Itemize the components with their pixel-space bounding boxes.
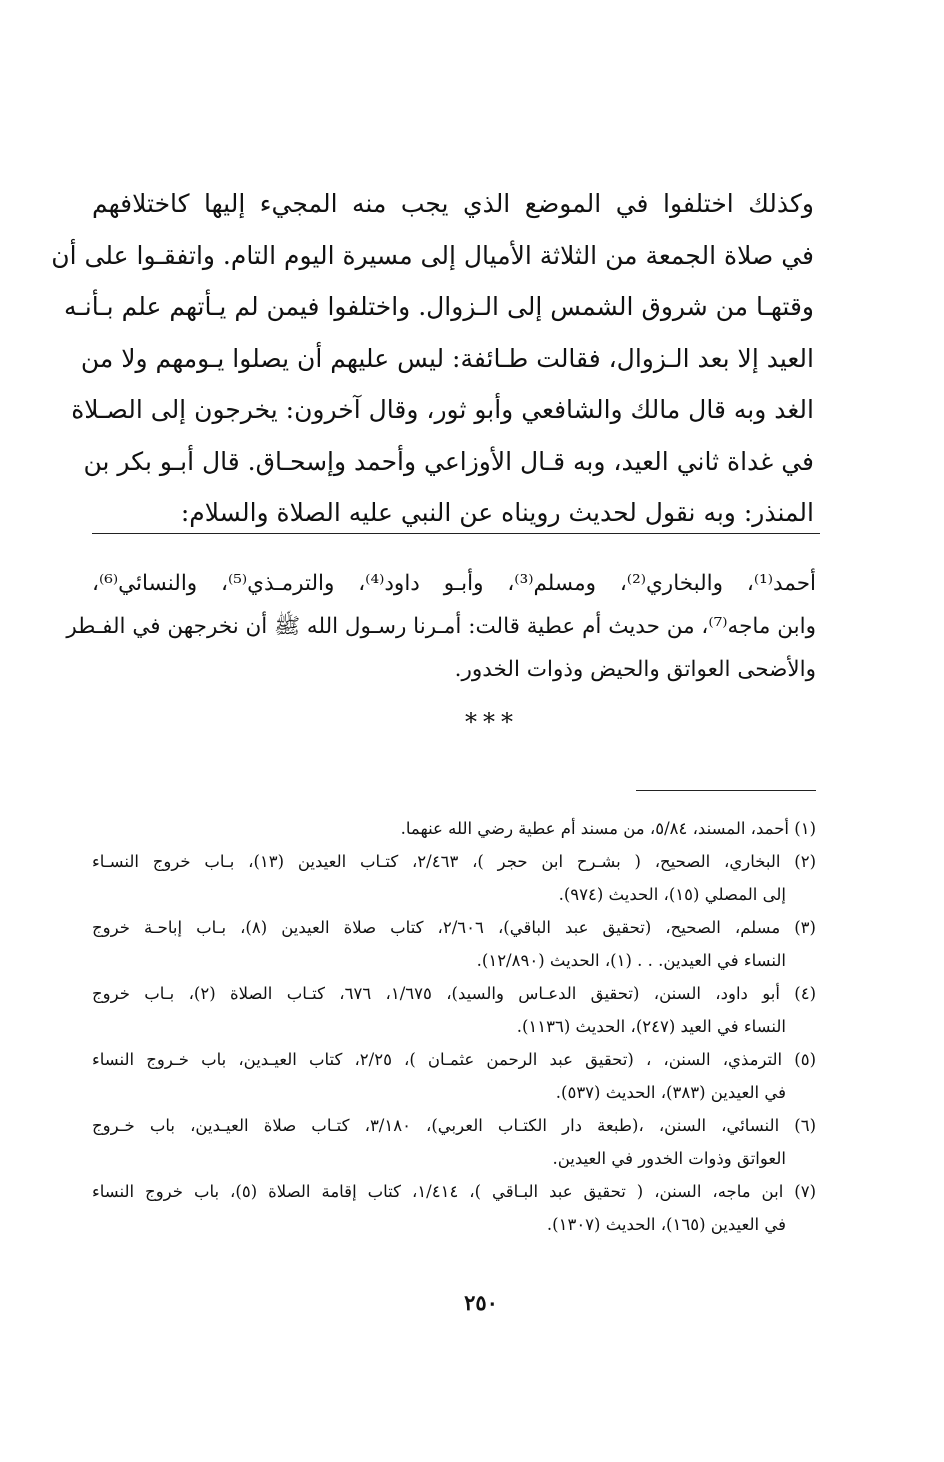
footnote-4: [92, 977, 816, 1043]
footnote-line: (٤) أبو داود، السنن، (تحقيق الدعـاس والسيد)، ١/٦٧٥، ٦٧٦، كتـاب الصلاة (٢)، بـاب خروج: [92, 984, 816, 1003]
footnote-line: العواتق وذوات الخدور في العيدين.: [552, 1149, 786, 1168]
footnote-7: [92, 1175, 816, 1241]
main-line: العيد إلا بعد الـزوال، فقالت طـائفة: ليس عليهم أن يصلوا يـومهم ولا من: [80, 343, 814, 373]
footnote-3: [92, 911, 816, 977]
footnote-line: النساء في العيدين. . . (١)، الحديث (١٢/٨٩٠).: [476, 951, 786, 970]
hadith-quote: [66, 562, 816, 691]
main-line: وكذلك اختلفوا في الموضع الذي يجب منه المجيء إليها كاختلافهم: [92, 189, 814, 218]
footnote-line: (١) أحمد، المسند، ٥/٨٤، من مسند أم عطية رضي الله عنهما.: [400, 819, 816, 838]
footnote-6: [92, 1109, 816, 1175]
footnote-line: (٢) البخاري، الصحيح، ( بشـرح ابن حجر )، ٢/٤٦٣، كتـاب العيدين (١٣)، بـاب خروج النسـاء: [92, 852, 816, 871]
footnote-line: (٥) الترمذي، السنن، ، (تحقيق عبد الرحمن عثمـان )، ٢/٢٥، كتاب العيـدين، باب خـروج النساء: [92, 1050, 816, 1069]
main-line: الغد وبه قال مالك والشافعي وأبو ثور، وقال آخرون: يخرجون إلى الصـلاة: [71, 395, 814, 424]
footnote-1: [92, 812, 816, 845]
footnotes: [92, 812, 816, 1241]
footnote-line: (٣) مسلم، الصحيح، (تحقيق عبد الباقي)، ٢/٦٠٦، كتاب صلاة العيدين (٨)، بـاب إباحـة خروج: [92, 918, 816, 937]
footnote-divider: [636, 790, 816, 791]
main-paragraph: [51, 178, 814, 539]
main-line: وقتهـا من شروق الشمس إلى الـزوال. واختلفوا فيمن لم يـأتهم علم بـأنـه: [64, 292, 814, 321]
page-number: ٢٥٠: [464, 1290, 498, 1315]
footnote-2: [92, 845, 816, 911]
main-line: في صلاة الجمعة من الثلاثة الأميال إلى مسيرة اليوم التام. واتفقـوا على أن: [51, 240, 814, 270]
footnote-line: (٧) ابن ماجه، السنن، ( تحقيق عبد البـاقي )، ١/٤١٤، كتاب إقامة الصلاة (٥)، باب خروج النساء: [92, 1182, 817, 1201]
quote-line: والأضحى العواتق والحيض وذوات الخدور.: [454, 657, 816, 682]
footnote-line: (٦) النسائي، السنن، ،(طبعة دار الكتـاب العربي)، ٣/١٨٠، كتـاب صلاة العيـدين، باب خـروج: [92, 1116, 816, 1135]
footnote-5: [92, 1043, 816, 1109]
quote-line: وابن ماجه⁽⁷⁾، من حديث أم عطية قالت: أمـرنا رسـول الله ﷺ أن نخرجهن في الفـطر: [66, 614, 816, 639]
main-line: المنذر: وبه نقول لحديث رويناه عن النبي عليه الصلاة والسلام:: [180, 498, 814, 527]
footnote-line: في العيدين (٣٨٣)، الحديث (٥٣٧).: [555, 1083, 786, 1102]
main-line: في غداة ثاني العيد، وبه قـال الأوزاعي وأحمد وإسحـاق. قال أبـو بكر بن: [83, 446, 814, 476]
quote-line: أحمد⁽¹⁾، والبخاري⁽²⁾، ومسلم⁽³⁾، وأبـو داود⁽⁴⁾، والترمـذي⁽⁵⁾، والنسائي⁽⁶⁾،: [92, 571, 816, 596]
separator-stars: ***: [465, 708, 519, 736]
footnote-line: إلى المصلي (١٥)، الحديث (٩٧٤).: [558, 885, 786, 904]
footnote-line: النساء في العيد (٢٤٧)، الحديث (١١٣٦).: [516, 1017, 786, 1036]
footnote-line: في العيدين (١٦٥)، الحديث (١٣٠٧).: [546, 1215, 786, 1234]
section-divider: [92, 533, 820, 534]
